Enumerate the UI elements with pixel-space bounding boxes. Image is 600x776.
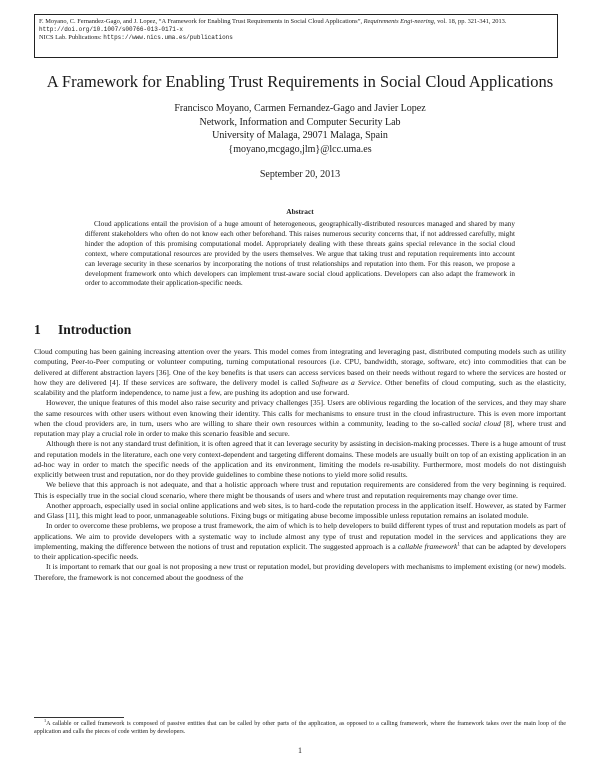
citation-box <box>34 14 558 58</box>
paragraph-2-text-b: [8], where trust and reputation may play a crucial role in order to make this scenario feasible and secure. <box>34 418 566 438</box>
citation-journal: Requirements Engi-neering <box>363 18 434 25</box>
paragraph-4: We believe that this approach is not adequate, and that a holistic approach where trust and reputation requirements are considered from the very beginning is required. This is especially true in the social cloud scenario, where there might be thousands of users and where trust and reputation requirements may change over time. <box>34 480 566 500</box>
author-block <box>0 102 600 156</box>
paragraph-1 <box>34 347 566 398</box>
paragraph-7: It is important to remark that our goal is not proposing a new trust or reputation model, but providing developers with mechanisms to implement existing (or new) models. Therefore, the framework is not concerned about the goodness of the <box>34 562 566 582</box>
citation-volume: , vol. 18, pp. 321-341, 2013. <box>433 18 507 25</box>
paragraph-6-text-a: In order to overcome these problems, we propose a trust framework, the aim of which is to help developers to build different types of trust and reputation models as part of applications. We aim to provide developers with a systematic way to include almost any type of trust and reputation model in the services and applications they are implementing, making the difference between the notions of trust and reputation explicit. The suggested approach is a <box>34 521 566 551</box>
paragraph-2-text-a: However, the unique features of this model also raise security and privacy challenges [35]. Users are oblivious regarding the location of the services, and they may share the same resources with other users without even knowing their identity. This calls for mechanisms to ensure trust in the cloud infrastructure. This is even more important when the cloud providers are, in turn, users who are willing to share their own resources within a community, leading to the so-called <box>34 398 566 428</box>
footnote-marker[interactable]: 1 <box>457 541 461 548</box>
affiliation-university: University of Malaga, 29071 Malaga, Spain <box>212 130 388 142</box>
paragraph-1-text-b: . Other benefits of cloud computing, such as the elasticity, scalability and the platform independence, to name just a few, are pushing its adoption and use forward. <box>34 377 566 397</box>
introduction-body <box>34 347 566 583</box>
paragraph-6-text-b: that can be adapted by developers to their application-specific needs. <box>34 541 566 561</box>
footnote-number: 1 <box>44 717 47 723</box>
page-number: 1 <box>298 746 302 755</box>
citation-text <box>39 18 553 26</box>
saas-term: Software as a Service <box>311 377 381 387</box>
affiliation-lab: Network, Information and Computer Security Lab <box>199 116 401 128</box>
author-email: {moyano,mcgago,jlm}@lcc.uma.es <box>228 143 372 155</box>
citation-nics-line <box>39 34 553 42</box>
paragraph-3: Although there is not any standard trust definition, it is often agreed that it can leverage security by assisting in decision-making processes. There is a huge amount of trust and reputation models in the literature, each one very context-dependent and targeting different domains. These models are usually built on top of an existing application in an ad-hoc way in order to match the specific needs of the application and its environment, limiting the models re-usability. Furthermore, most models do not distinguish explicitly between trust and reputation, nor do they provide guidelines to combine these notions to yield more solid results. <box>34 439 566 479</box>
authors: Francisco Moyano, Carmen Fernandez-Gago and Javier Lopez <box>174 103 426 114</box>
nics-url-link[interactable]: https://www.nics.uma.es/publications <box>103 33 233 41</box>
paragraph-6 <box>34 521 566 562</box>
footnote <box>34 717 566 737</box>
citation-reference: F. Moyano, C. Fernandez-Gago, and J. Lopez, “A Framework for Enabling Trust Requirements in Social Cloud Applications”, <box>39 18 364 25</box>
social-cloud-term: social cloud <box>462 418 501 428</box>
paper-date: September 20, 2013 <box>259 169 341 180</box>
section-heading <box>34 322 434 338</box>
abstract-heading: Abstract <box>286 207 314 216</box>
footnote-text: A callable or called framework is composed of passive entities that can be called by other parts of the application, as opposed to a calling framework, where the framework takes over the main loop of the application and calls the pieces of code written by developers. <box>34 721 566 736</box>
citation-doi-link[interactable]: http://doi.org/10.1007/s00766-013-0171-x <box>39 25 184 33</box>
paper-title: A Framework for Enabling Trust Requirements in Social Cloud Applications <box>46 72 554 91</box>
callable-framework-term: callable framework <box>397 541 458 551</box>
section-title: Introduction <box>58 322 132 337</box>
section-number: 1 <box>34 322 41 337</box>
footnote-rule <box>34 717 124 718</box>
paragraph-2 <box>34 398 566 439</box>
nics-prefix: NICS Lab. Publications: <box>39 33 104 41</box>
paragraph-1-text-a: Cloud computing has been gaining increasing attention over the years. This model comes from integrating and leveraging past, distributed computing models such as utility computing, Peer-to-Peer computing or volunteer computing, turning computational resources (i.e. CPU, bandwidth, storage, software, etc) into commodities that can be delivered at different abstraction layers [36]. One of the key benefits is that users can access services based on their needs without regard to where the services are hosted or how they are delivered [4]. If these services are software, the delivery model is called <box>34 347 566 387</box>
abstract-text: Cloud applications entail the provision of a huge amount of heterogeneous, geographically-distributed resources managed and shared by many different stakeholders who often do not know each other beforehand. This raises numerous security concerns that, if not addressed carefully, might hinder the adoption of this promising computational model. Appropriately dealing with these threats gains special relevance in the social cloud context, where computational resources are provided by the users themselves. We argue that taking trust and reputation requirements into account can leverage security in these scenarios by incorporating the notions of trust relationships and reputation into them. For this reason, we propose a development framework onto which developers can implement trust-aware social cloud applications. Developers can also adapt the framework in order to accommodate their application-specific needs. <box>85 220 515 288</box>
paragraph-5: Another approach, especially used in social online applications and web sites, is to hard-code the reputation process in the application itself. However, as stated by Farmer and Glass [11], this might lead to poor, unmanageable solutions. Fixing bugs or mitigating abuse become impossible unless reputation remains an isolated module. <box>34 500 566 520</box>
